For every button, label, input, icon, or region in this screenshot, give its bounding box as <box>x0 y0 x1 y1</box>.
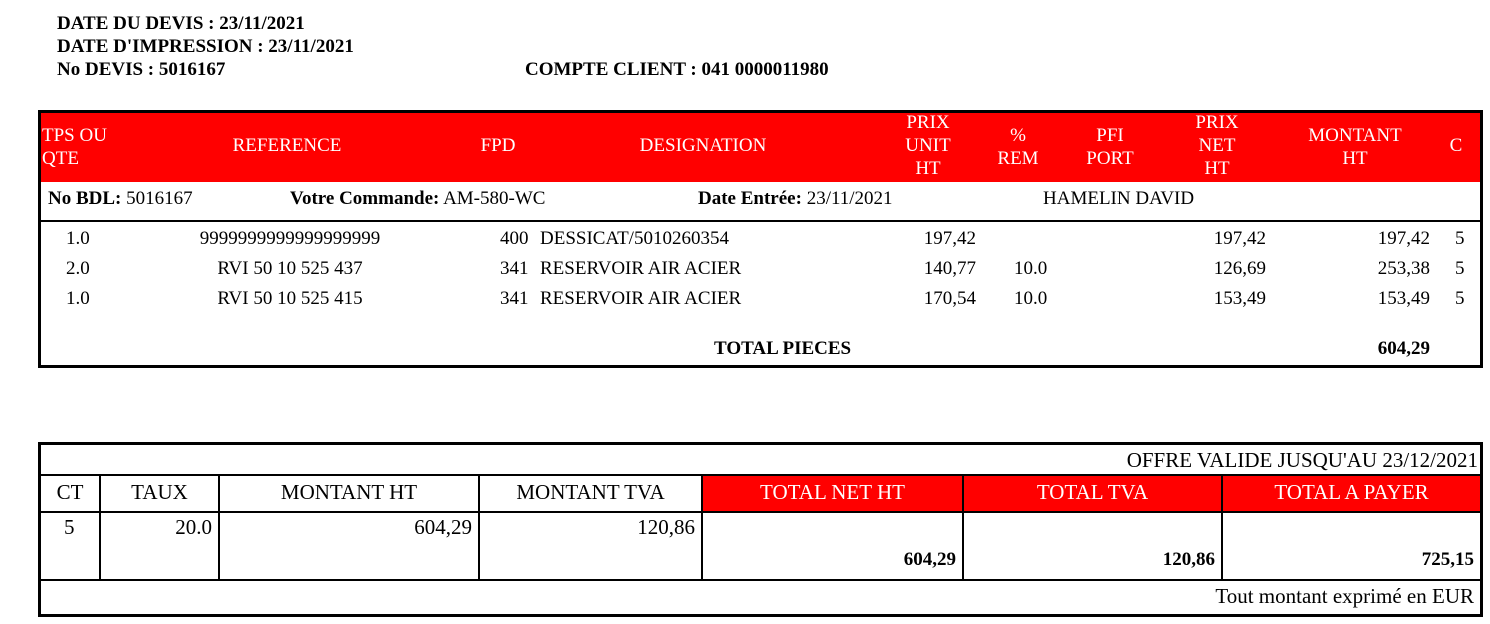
summary-taux: 20.0 <box>175 515 212 539</box>
row-prix-net: 197,42 <box>1213 228 1266 249</box>
ct-header: CT <box>56 480 84 504</box>
row-c: 5 <box>1455 288 1465 309</box>
row-prix-net: 126,69 <box>1213 258 1266 279</box>
summary-ct: 5 <box>64 515 75 539</box>
summary-col-divider <box>218 476 220 579</box>
total-net-ht-header: TOTAL NET HT <box>760 480 905 504</box>
col-designation: DESIGNATION <box>639 135 767 156</box>
commande-value: AM-580-WC <box>443 188 546 209</box>
summary-col-divider <box>701 476 703 579</box>
summary-col-divider <box>1221 476 1223 579</box>
summary-col-divider <box>962 476 964 579</box>
col-tps-qte <box>42 124 118 170</box>
row-reference: 9999999999999999999 <box>199 228 381 249</box>
row-montant: 153,49 <box>1377 288 1430 309</box>
total-payer-value: 725,15 <box>1421 549 1474 570</box>
bdl-info <box>48 188 193 210</box>
col-prix-net-line2: NET <box>1198 135 1236 156</box>
col-prix-unit-line1: PRIX <box>906 112 950 133</box>
row-c: 5 <box>1455 228 1465 249</box>
col-montant-line1: MONTANT <box>1308 125 1402 146</box>
summary-footer-divider <box>41 579 1480 581</box>
date-entree-value: 23/11/2021 <box>806 188 893 209</box>
col-tps-qte-line2: QTE <box>42 148 79 169</box>
currency-note: Tout montant exprimé en EUR <box>1215 584 1474 608</box>
col-reference: REFERENCE <box>232 135 342 156</box>
commande-info <box>290 188 545 210</box>
row-prix-net: 153,49 <box>1213 288 1266 309</box>
row-reference: RVI 50 10 525 415 <box>217 288 363 309</box>
row-prix-unit: 170,54 <box>923 288 976 309</box>
row-fpd: 400 <box>500 228 529 249</box>
summary-montant-ht: 604,29 <box>414 515 472 539</box>
summary-col-divider <box>99 476 101 579</box>
summary-col-divider <box>478 476 480 579</box>
row-designation: RESERVOIR AIR ACIER <box>540 258 742 279</box>
row-designation: RESERVOIR AIR ACIER <box>540 288 742 309</box>
row-reference: RVI 50 10 525 437 <box>217 258 363 279</box>
row-qte: 1.0 <box>66 228 90 249</box>
col-rem-line2: REM <box>997 148 1039 169</box>
col-prix-unit-line3: HT <box>915 158 941 179</box>
date-devis: DATE DU DEVIS : 23/11/2021 <box>57 13 305 34</box>
col-prix-unit-line2: UNIT <box>905 135 951 156</box>
taux-header: TAUX <box>131 480 188 504</box>
total-tva-value: 120,86 <box>1162 549 1215 570</box>
col-rem <box>988 124 1048 170</box>
commande-label: Votre Commande: <box>290 188 440 209</box>
info-divider <box>41 220 1480 222</box>
contact-name: HAMELIN DAVID <box>1043 188 1195 209</box>
col-pfi-port-line2: PORT <box>1086 148 1134 169</box>
total-pieces-value: 604,29 <box>1377 338 1430 359</box>
col-pfi-port <box>1080 124 1140 170</box>
col-fpd: FPD <box>480 135 516 156</box>
total-net-ht-value: 604,29 <box>903 549 956 570</box>
col-prix-net-line3: HT <box>1204 158 1230 179</box>
col-montant <box>1290 124 1420 170</box>
col-c: C <box>1449 135 1463 156</box>
montant-tva-header: MONTANT TVA <box>516 480 665 504</box>
col-prix-unit <box>888 111 968 180</box>
row-fpd: 341 <box>500 288 529 309</box>
total-payer-header: TOTAL A PAYER <box>1274 480 1429 504</box>
row-montant: 197,42 <box>1377 228 1430 249</box>
row-montant: 253,38 <box>1377 258 1430 279</box>
col-pfi-port-line1: PFI <box>1096 125 1124 146</box>
row-rem: 10.0 <box>1014 288 1048 309</box>
summary-header-divider <box>41 511 1480 513</box>
bdl-value: 5016167 <box>126 188 193 209</box>
col-prix-net <box>1177 111 1257 180</box>
montant-ht-header: MONTANT HT <box>280 480 418 504</box>
summary-montant-tva: 120,86 <box>637 515 695 539</box>
row-prix-unit: 140,77 <box>923 258 976 279</box>
no-devis: No DEVIS : 5016167 <box>57 59 226 80</box>
date-entree-info <box>698 188 893 210</box>
date-entree-label: Date Entrée: <box>698 188 802 209</box>
col-rem-line1: % <box>1010 125 1026 146</box>
compte-client: COMPTE CLIENT : 041 0000011980 <box>525 59 829 80</box>
row-c: 5 <box>1455 258 1465 279</box>
row-prix-unit: 197,42 <box>923 228 976 249</box>
date-impression: DATE D'IMPRESSION : 23/11/2021 <box>57 36 354 57</box>
row-fpd: 341 <box>500 258 529 279</box>
col-tps-qte-line1: TPS OU <box>42 125 107 146</box>
col-prix-net-line1: PRIX <box>1195 112 1239 133</box>
row-qte: 1.0 <box>66 288 90 309</box>
row-rem: 10.0 <box>1014 258 1048 279</box>
row-qte: 2.0 <box>66 258 90 279</box>
total-tva-header: TOTAL TVA <box>1036 480 1149 504</box>
col-montant-line2: HT <box>1342 148 1368 169</box>
offre-validite: OFFRE VALIDE JUSQU'AU 23/12/2021 <box>1126 448 1478 472</box>
total-pieces-label: TOTAL PIECES <box>714 338 852 359</box>
row-designation: DESSICAT/5010260354 <box>540 228 729 249</box>
bdl-label: No BDL: <box>48 188 122 209</box>
